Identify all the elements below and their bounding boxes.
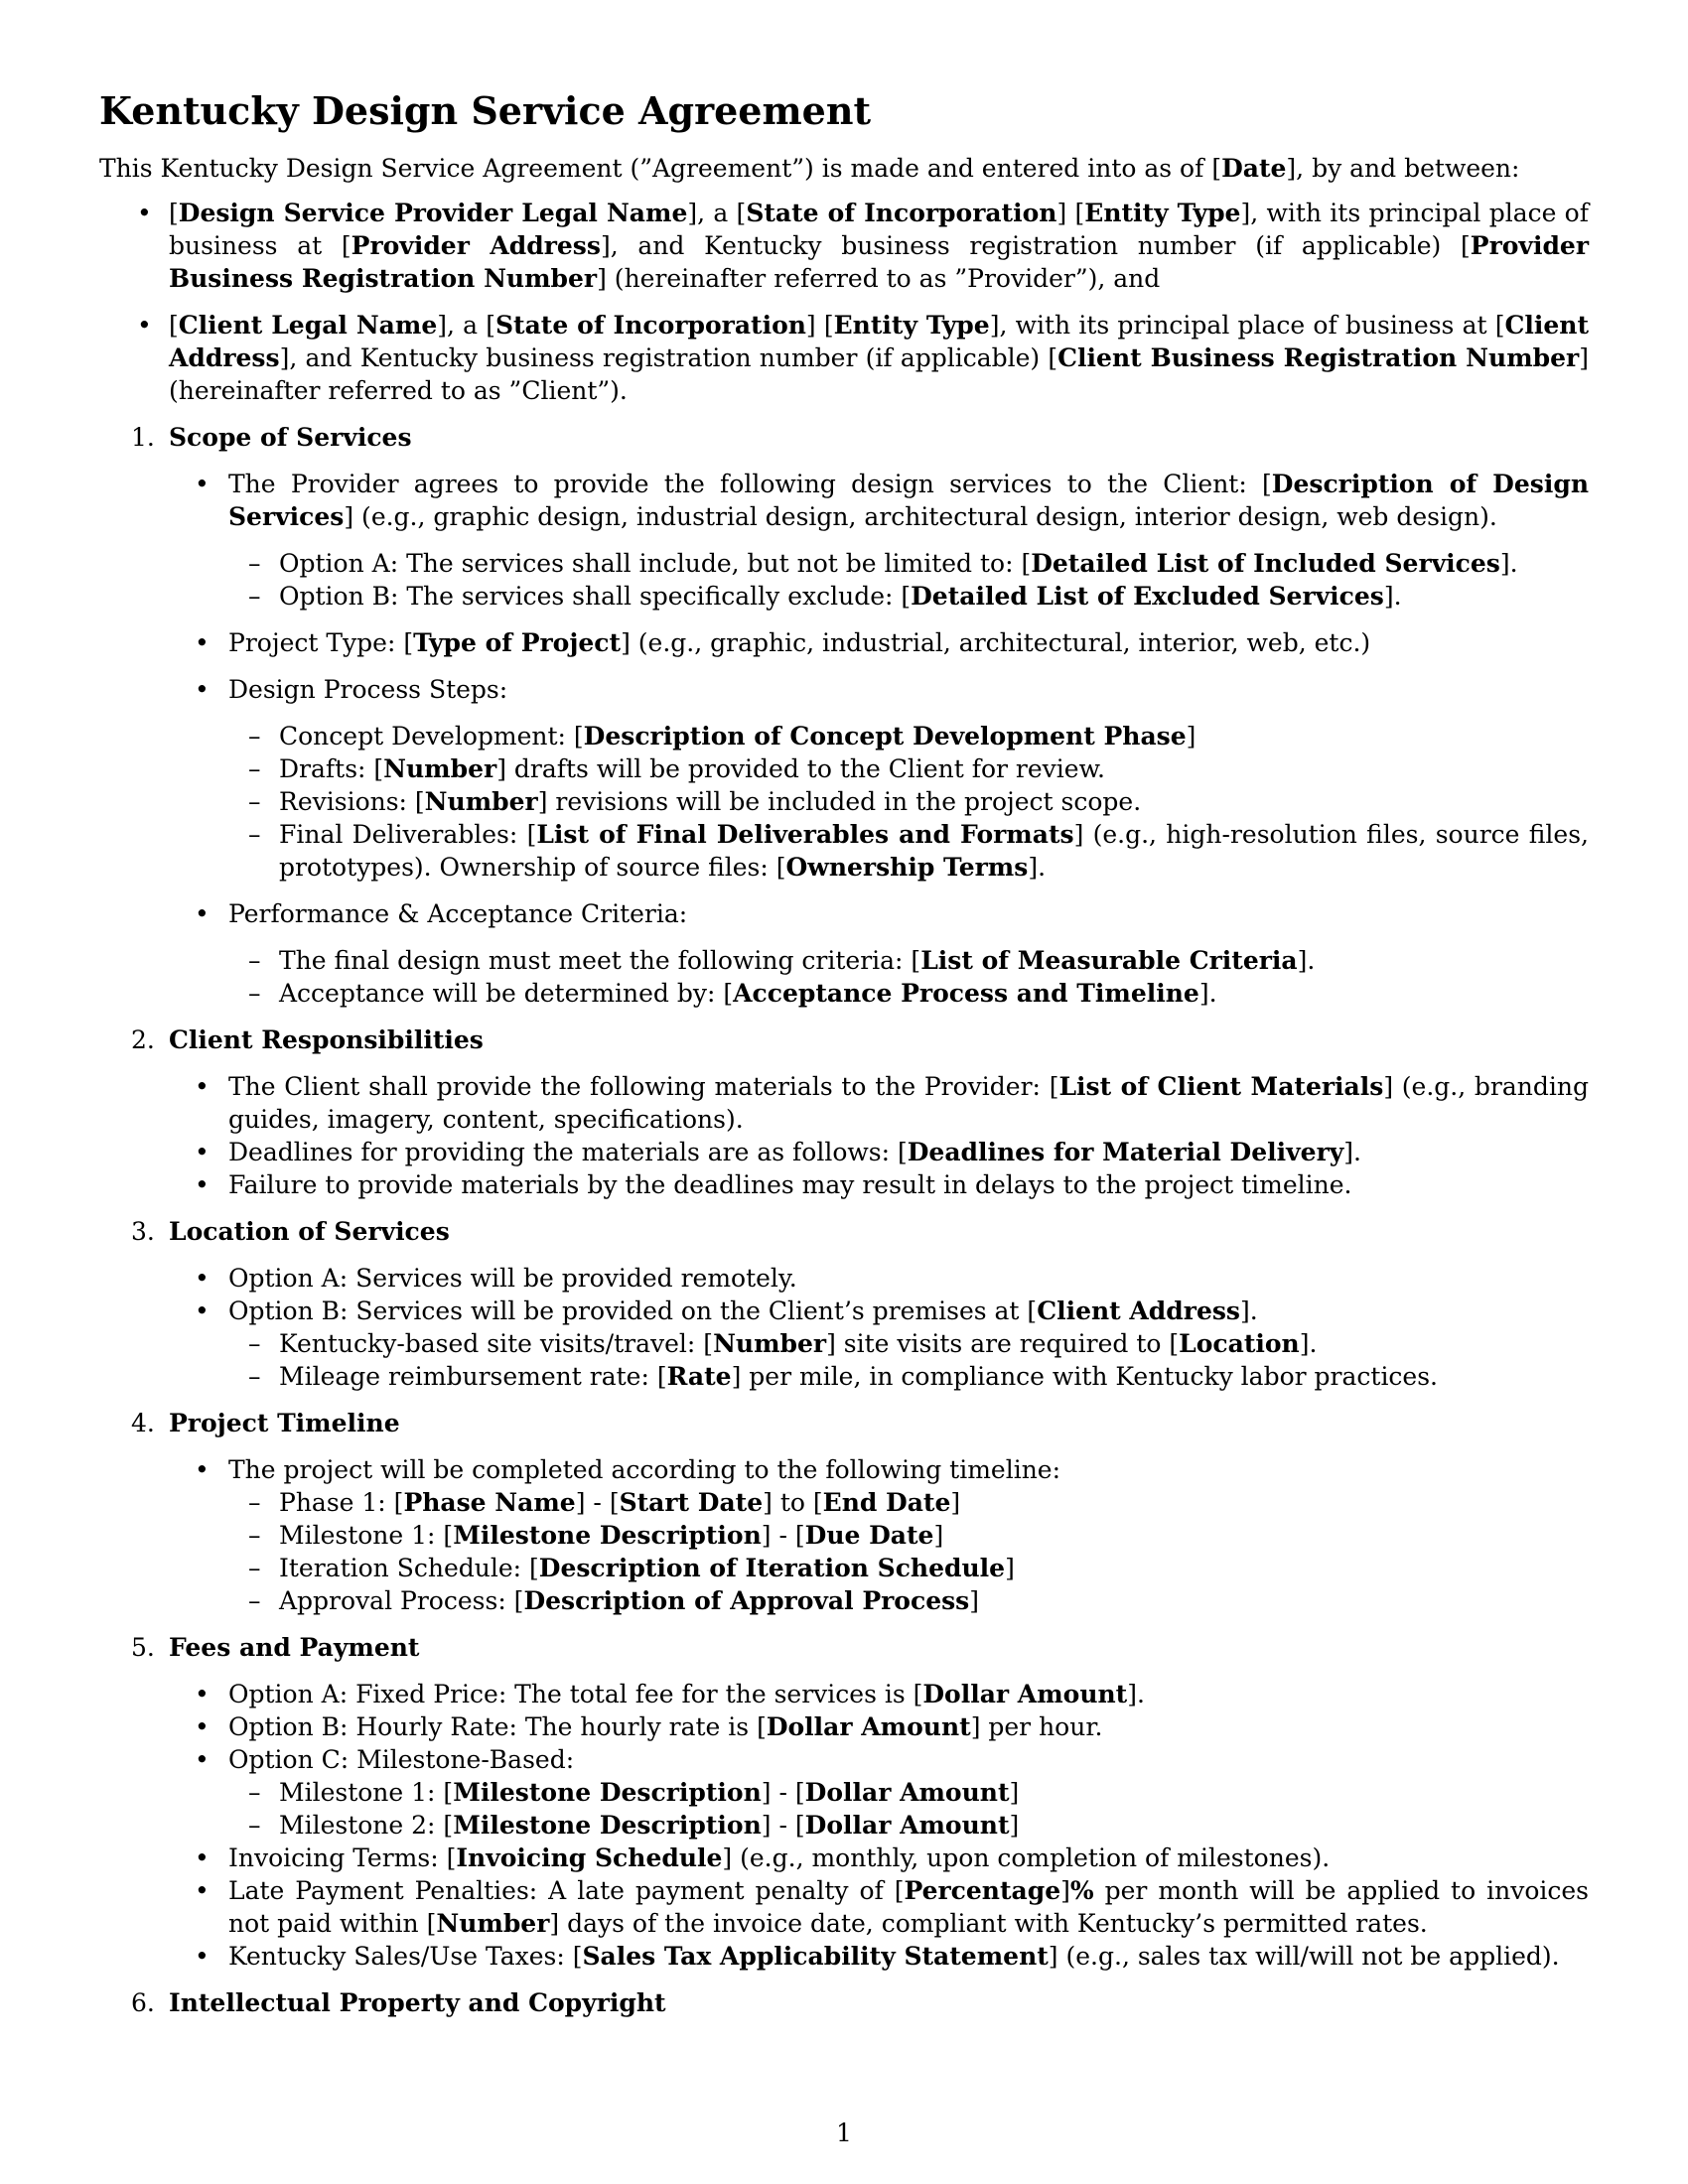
party-provider: • [Design Service Provider Legal Name], a [State of Incorporation] [Entity Type], with its principal place of business at [Provider Address], and Kentucky business registration number (if applicable) [Provider Business Registration Number] (hereinafter referred to as ”Provider”), and xyxy=(99,197,1589,295)
client-responsibilities-list xyxy=(99,1070,1589,1201)
list-item: • Late Payment Penalties: A late payment penalty of [Percentage]% per month will be applied to invoices not paid within [Number] days of the invoice date, compliant with Kentucky’s permitted rates. xyxy=(99,1874,1589,1940)
list-item: – Iteration Schedule: [Description of Iteration Schedule] xyxy=(228,1552,1589,1584)
sub-list xyxy=(228,547,1589,613)
section-heading: 4. Project Timeline xyxy=(131,1409,400,1437)
list-item: • Design Process Steps: – Concept Development: [Description of Concept Development Phase] – Drafts: [Number] drafts will be provided to the Client for review. – Revisions: [Number] revisions will be included in the project scope. – Final Deliverables: [List of Final Deliverables and Formats] (e.g., high-resolution files, source files, prototypes). Ownership of source files: [Ownership Terms]. xyxy=(99,673,1589,884)
list-item: • Project Type: [Type of Project] (e.g., graphic, industrial, architectural, interior, web, etc.) xyxy=(99,626,1589,659)
list-item: • Deadlines for providing the materials are as follows: [Deadlines for Material Delivery]. xyxy=(99,1136,1589,1168)
section-heading: 1. Scope of Services xyxy=(131,423,412,452)
list-item: • Option C: Milestone-Based: – Milestone 1: [Milestone Description] - [Dollar Amount] – Milestone 2: [Milestone Description] - [Dollar Amount] xyxy=(99,1743,1589,1842)
list-item: – Milestone 2: [Milestone Description] - [Dollar Amount] xyxy=(228,1809,1589,1842)
sections-list xyxy=(99,421,1589,2019)
list-item: • Option B: Hourly Rate: The hourly rate is [Dollar Amount] per hour. xyxy=(99,1710,1589,1743)
list-item: – Kentucky-based site visits/travel: [Number] site visits are required to [Location]. xyxy=(228,1327,1589,1360)
document-body xyxy=(99,87,1589,2033)
list-item: – Milestone 1: [Milestone Description] - [Dollar Amount] xyxy=(228,1776,1589,1809)
sub-list xyxy=(228,1776,1589,1842)
location-list xyxy=(99,1262,1589,1393)
section-heading: 2. Client Responsibilities xyxy=(131,1025,484,1054)
list-item: • The project will be completed according to the following timeline: – Phase 1: [Phase Name] - [Start Date] to [End Date] – Milestone 1: [Milestone Description] - [Due Date] – Iteration Schedule: [Description of Iteration Schedule] – Approval Process: [Description of Approval Process] xyxy=(99,1453,1589,1617)
list-item: – Phase 1: [Phase Name] - [Start Date] to [End Date] xyxy=(228,1486,1589,1519)
section-heading: 6. Intellectual Property and Copyright xyxy=(131,1988,666,2017)
document-title: Kentucky Design Service Agreement xyxy=(99,88,872,133)
list-item: – Milestone 1: [Milestone Description] - [Due Date] xyxy=(228,1519,1589,1552)
page-number: 1 xyxy=(836,2118,852,2147)
scope-list xyxy=(99,468,1589,1010)
list-item: – Option B: The services shall specifically exclude: [Detailed List of Excluded Services]. xyxy=(228,580,1589,613)
list-item: • The Provider agrees to provide the following design services to the Client: [Description of Design Services] (e.g., graphic design, industrial design, architectural design, interior design, web design). – Option A: The services shall include, but not be limited to: [Detailed List of Included Services]. – Option B: The services shall specifically exclude: [Detailed List of Excluded Services]. xyxy=(99,468,1589,613)
section-heading: 5. Fees and Payment xyxy=(131,1633,420,1662)
list-item: • Performance & Acceptance Criteria: – The final design must meet the following criteria: [List of Measurable Criteria]. – Acceptance will be determined by: [Acceptance Process and Timeline]. xyxy=(99,897,1589,1010)
list-item: – Final Deliverables: [List of Final Deliverables and Formats] (e.g., high-resolution files, source files, prototypes). Ownership of source files: [Ownership Terms]. xyxy=(228,818,1589,884)
section-scope-of-services xyxy=(99,421,1589,1010)
list-item: • Option A: Services will be provided remotely. xyxy=(99,1262,1589,1295)
list-item: – Approval Process: [Description of Approval Process] xyxy=(228,1584,1589,1617)
section-client-responsibilities xyxy=(99,1024,1589,1201)
section-intellectual-property xyxy=(99,1986,1589,2019)
list-item: – Mileage reimbursement rate: [Rate] per mile, in compliance with Kentucky labor practices. xyxy=(228,1360,1589,1393)
sub-list xyxy=(228,1327,1589,1393)
list-item: – Revisions: [Number] revisions will be included in the project scope. xyxy=(228,785,1589,818)
list-item: – Concept Development: [Description of Concept Development Phase] xyxy=(228,720,1589,752)
sub-list xyxy=(228,720,1589,884)
section-project-timeline xyxy=(99,1407,1589,1617)
list-item: • Failure to provide materials by the deadlines may result in delays to the project timeline. xyxy=(99,1168,1589,1201)
list-item: • Invoicing Terms: [Invoicing Schedule] (e.g., monthly, upon completion of milestones). xyxy=(99,1842,1589,1874)
sub-list xyxy=(228,944,1589,1010)
list-item: – The final design must meet the following criteria: [List of Measurable Criteria]. xyxy=(228,944,1589,977)
timeline-list xyxy=(99,1453,1589,1617)
list-item: • Option A: Fixed Price: The total fee for the services is [Dollar Amount]. xyxy=(99,1678,1589,1710)
parties-list xyxy=(99,197,1589,407)
fees-list xyxy=(99,1678,1589,1973)
list-item: – Drafts: [Number] drafts will be provided to the Client for review. xyxy=(228,752,1589,785)
list-item: • The Client shall provide the following materials to the Provider: [List of Client Materials] (e.g., branding guides, imagery, content, specifications). xyxy=(99,1070,1589,1136)
intro-paragraph: This Kentucky Design Service Agreement (”Agreement”) is made and entered into as of [Date], by and between: xyxy=(99,154,1520,183)
section-fees-and-payment xyxy=(99,1631,1589,1973)
list-item: • Kentucky Sales/Use Taxes: [Sales Tax Applicability Statement] (e.g., sales tax will/will not be applied). xyxy=(99,1940,1589,1973)
list-item: • Option B: Services will be provided on the Client’s premises at [Client Address]. – Kentucky-based site visits/travel: [Number] site visits are required to [Location]. – Mileage reimbursement rate: [Rate] per mile, in compliance with Kentucky labor practices. xyxy=(99,1295,1589,1393)
list-item: – Acceptance will be determined by: [Acceptance Process and Timeline]. xyxy=(228,977,1589,1010)
party-client: • [Client Legal Name], a [State of Incorporation] [Entity Type], with its principal place of business at [Client Address], and Kentucky business registration number (if applicable) [Client Business Registration Number] (hereinafter referred to as ”Client”). xyxy=(99,309,1589,407)
section-location-of-services xyxy=(99,1215,1589,1393)
sub-list xyxy=(228,1486,1589,1617)
list-item: – Option A: The services shall include, but not be limited to: [Detailed List of Included Services]. xyxy=(228,547,1589,580)
section-heading: 3. Location of Services xyxy=(131,1217,450,1246)
